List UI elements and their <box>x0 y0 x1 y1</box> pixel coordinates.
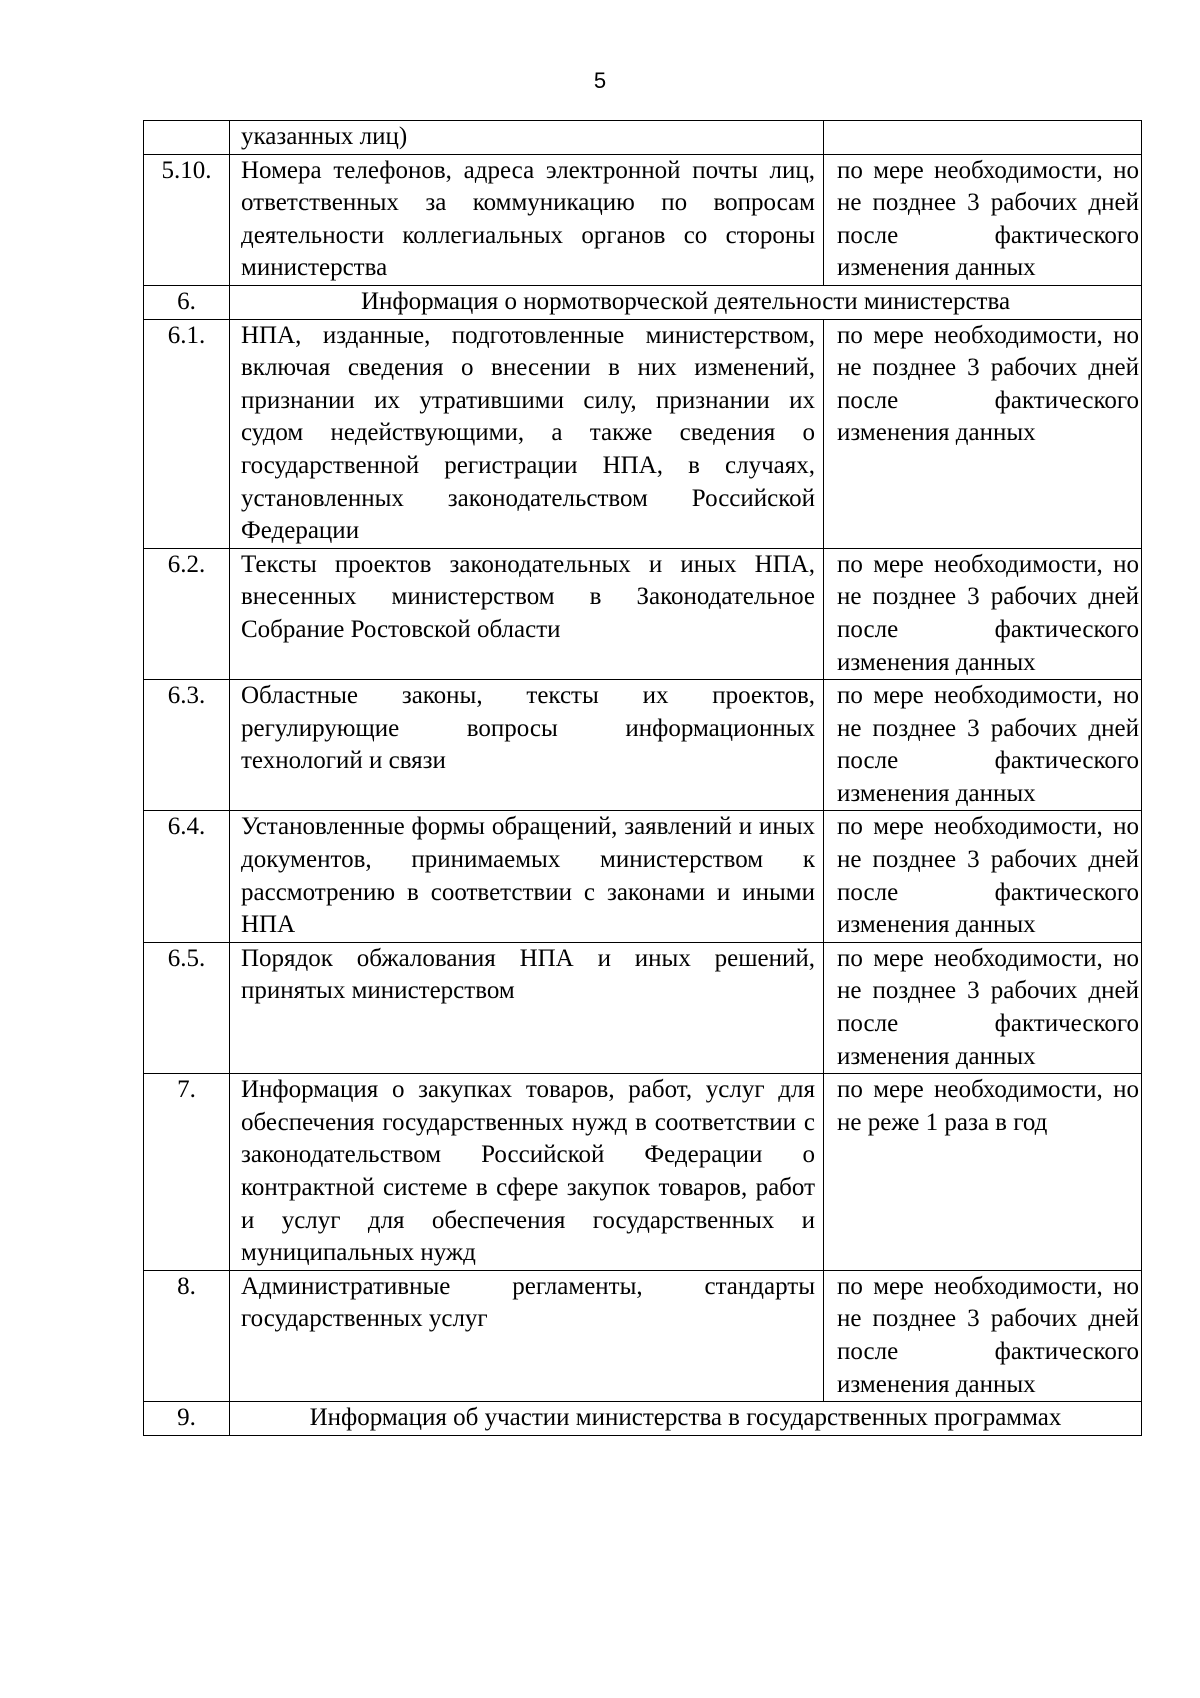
update-frequency <box>824 121 1142 155</box>
update-frequency: по мере необходимости, но не позднее 3 рабочих дней после фактического изменения данных <box>824 548 1142 679</box>
item-description: Информация о закупках товаров, работ, услуг для обеспечения государственных нужд в соответствии с законодательством Российской Федерации о контрактной системе в сфере закупок товаров, работ и услуг для обеспечения государственных и муниципальных нужд <box>230 1074 824 1271</box>
table-row <box>144 121 1142 155</box>
section-heading: Информация об участии министерства в государственных программах <box>230 1402 1142 1436</box>
table-row <box>144 811 1142 942</box>
publication-schedule-table <box>143 120 1142 1436</box>
item-description: Порядок обжалования НПА и иных решений, принятых министерством <box>230 942 824 1073</box>
table-row <box>144 942 1142 1073</box>
item-number <box>144 121 230 155</box>
table-row <box>144 154 1142 285</box>
item-description: Областные законы, тексты их проектов, регулирующие вопросы информационных технологий и связи <box>230 680 824 811</box>
item-number: 6.3. <box>144 680 230 811</box>
section-heading-row <box>144 285 1142 319</box>
item-number: 6.5. <box>144 942 230 1073</box>
table-row <box>144 680 1142 811</box>
item-number: 5.10. <box>144 154 230 285</box>
update-frequency: по мере необходимости, но не позднее 3 рабочих дней после фактического изменения данных <box>824 811 1142 942</box>
item-number: 8. <box>144 1270 230 1401</box>
update-frequency: по мере необходимости, но не позднее 3 рабочих дней после фактического изменения данных <box>824 942 1142 1073</box>
item-description: Номера телефонов, адреса электронной почты лиц, ответственных за коммуникацию по вопросам деятельности коллегиальных органов со стороны министерства <box>230 154 824 285</box>
update-frequency: по мере необходимости, но не реже 1 раза в год <box>824 1074 1142 1271</box>
item-number: 6.4. <box>144 811 230 942</box>
table-row <box>144 319 1142 548</box>
update-frequency: по мере необходимости, но не позднее 3 рабочих дней после фактического изменения данных <box>824 154 1142 285</box>
table-row <box>144 1074 1142 1271</box>
section-heading: Информация о нормотворческой деятельности министерства <box>230 285 1142 319</box>
item-description: Установленные формы обращений, заявлений и иных документов, принимаемых министерством к рассмотрению в соответствии с законами и иными НПА <box>230 811 824 942</box>
page-number: 5 <box>593 68 607 93</box>
item-description: Тексты проектов законодательных и иных НПА, внесенных министерством в Законодательное Собрание Ростовской области <box>230 548 824 679</box>
update-frequency: по мере необходимости, но не позднее 3 рабочих дней после фактического изменения данных <box>824 1270 1142 1401</box>
update-frequency: по мере необходимости, но не позднее 3 рабочих дней после фактического изменения данных <box>824 319 1142 548</box>
item-number: 6.2. <box>144 548 230 679</box>
item-description: НПА, изданные, подготовленные министерством, включая сведения о внесении в них изменений, признании их утратившими силу, признании их судом недействующими, а также сведения о государственной регистрации НПА, в случаях, установленных законодательством Российской Федерации <box>230 319 824 548</box>
table-row <box>144 1270 1142 1401</box>
item-number: 9. <box>144 1402 230 1436</box>
item-number: 6. <box>144 285 230 319</box>
item-description: указанных лиц) <box>230 121 824 155</box>
item-number: 7. <box>144 1074 230 1271</box>
item-number: 6.1. <box>144 319 230 548</box>
update-frequency: по мере необходимости, но не позднее 3 рабочих дней после фактического изменения данных <box>824 680 1142 811</box>
table-row <box>144 548 1142 679</box>
item-description: Административные регламенты, стандарты государственных услуг <box>230 1270 824 1401</box>
section-heading-row <box>144 1402 1142 1436</box>
